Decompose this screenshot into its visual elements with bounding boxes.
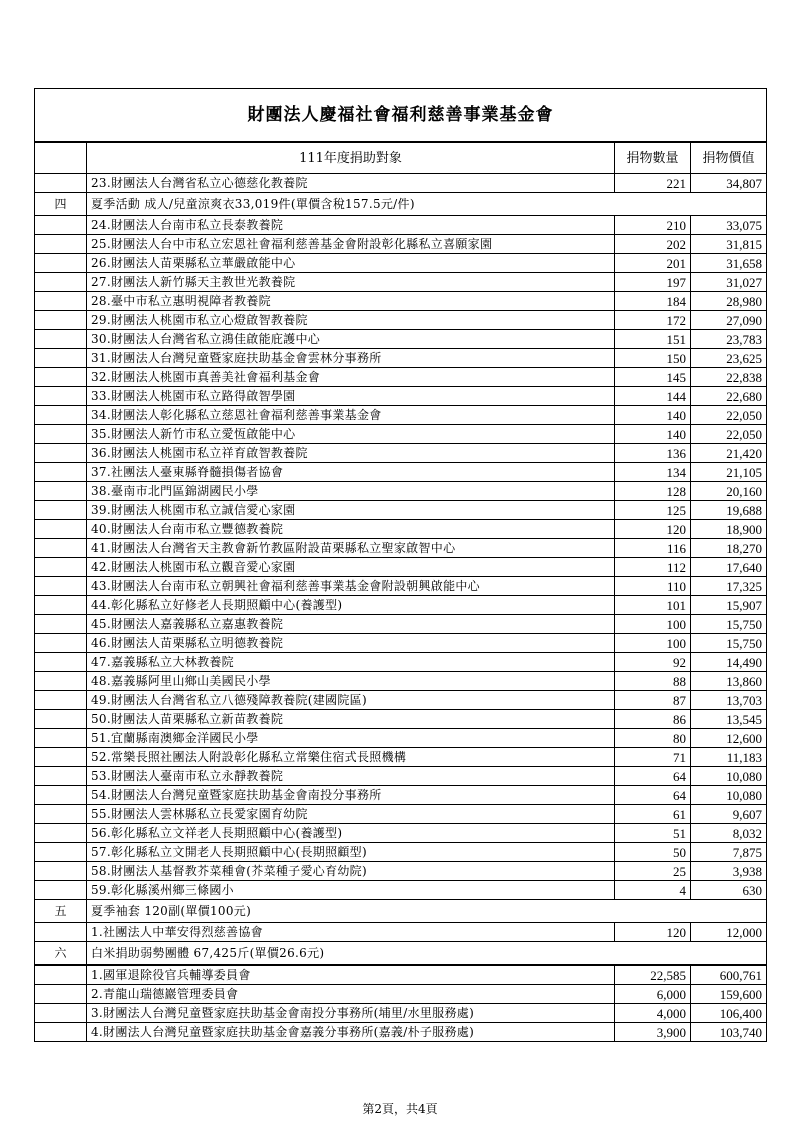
section-cell bbox=[35, 463, 87, 482]
quantity: 51 bbox=[615, 824, 691, 843]
table-row bbox=[35, 843, 767, 862]
table-row bbox=[35, 653, 767, 672]
donation-table bbox=[34, 88, 767, 1042]
quantity: 144 bbox=[615, 387, 691, 406]
section-cell bbox=[35, 862, 87, 881]
value: 27,090 bbox=[691, 311, 767, 330]
table-row bbox=[35, 539, 767, 558]
value: 13,860 bbox=[691, 672, 767, 691]
value: 12,600 bbox=[691, 729, 767, 748]
value: 19,688 bbox=[691, 501, 767, 520]
section-cell bbox=[35, 1023, 87, 1042]
quantity: 4,000 bbox=[615, 1004, 691, 1023]
section-cell bbox=[35, 985, 87, 1004]
table-row bbox=[35, 923, 767, 942]
section-cell bbox=[35, 653, 87, 672]
table-row bbox=[35, 767, 767, 786]
section-cell bbox=[35, 805, 87, 824]
recipient-name: 26.財團法人苗栗縣私立華嚴啟能中心 bbox=[87, 254, 615, 273]
section-cell bbox=[35, 691, 87, 710]
quantity: 71 bbox=[615, 748, 691, 767]
value: 17,640 bbox=[691, 558, 767, 577]
table-row bbox=[35, 862, 767, 881]
section-cell bbox=[35, 216, 87, 235]
section-cell bbox=[35, 786, 87, 805]
section-cell bbox=[35, 881, 87, 900]
section-cell bbox=[35, 824, 87, 843]
value: 630 bbox=[691, 881, 767, 900]
table-row bbox=[35, 216, 767, 235]
quantity: 110 bbox=[615, 577, 691, 596]
value: 159,600 bbox=[691, 985, 767, 1004]
value: 22,680 bbox=[691, 387, 767, 406]
value: 600,761 bbox=[691, 965, 767, 985]
table-row bbox=[35, 615, 767, 634]
quantity: 116 bbox=[615, 539, 691, 558]
value: 18,270 bbox=[691, 539, 767, 558]
value: 13,545 bbox=[691, 710, 767, 729]
table-row bbox=[35, 482, 767, 501]
table-row bbox=[35, 786, 767, 805]
section-cell bbox=[35, 292, 87, 311]
quantity: 120 bbox=[615, 520, 691, 539]
section-cell bbox=[35, 710, 87, 729]
recipient-name: 1.國軍退除役官兵輔導委員會 bbox=[87, 965, 615, 985]
quantity: 101 bbox=[615, 596, 691, 615]
recipient-name: 4.財團法人台灣兒童暨家庭扶助基金會嘉義分事務所(嘉義/朴子服務處) bbox=[87, 1023, 615, 1042]
quantity: 202 bbox=[615, 235, 691, 254]
section-cell bbox=[35, 615, 87, 634]
table-row bbox=[35, 273, 767, 292]
header-recipient: 111年度捐助對象 bbox=[87, 142, 615, 174]
section-cell bbox=[35, 748, 87, 767]
quantity: 151 bbox=[615, 330, 691, 349]
quantity: 22,585 bbox=[615, 965, 691, 985]
quantity: 210 bbox=[615, 216, 691, 235]
title-row bbox=[35, 89, 767, 143]
quantity: 120 bbox=[615, 923, 691, 942]
quantity: 87 bbox=[615, 691, 691, 710]
recipient-name: 50.財團法人苗栗縣私立新苗教養院 bbox=[87, 710, 615, 729]
section-cell bbox=[35, 174, 87, 193]
section-cell bbox=[35, 482, 87, 501]
value: 22,050 bbox=[691, 425, 767, 444]
recipient-name: 32.財團法人桃園市真善美社會福利基金會 bbox=[87, 368, 615, 387]
table-row bbox=[35, 558, 767, 577]
recipient-name: 34.財團法人彰化縣私立慈恩社會福利慈善事業基金會 bbox=[87, 406, 615, 425]
section-number: 五 bbox=[35, 900, 87, 923]
table-row bbox=[35, 965, 767, 985]
quantity: 6,000 bbox=[615, 985, 691, 1004]
section-number: 六 bbox=[35, 942, 87, 966]
quantity: 184 bbox=[615, 292, 691, 311]
quantity: 3,900 bbox=[615, 1023, 691, 1042]
table-row bbox=[35, 501, 767, 520]
value: 17,325 bbox=[691, 577, 767, 596]
header-section-cell bbox=[35, 142, 87, 174]
table-row bbox=[35, 672, 767, 691]
recipient-name: 3.財團法人台灣兒童暨家庭扶助基金會南投分事務所(埔里/水里服務處) bbox=[87, 1004, 615, 1023]
quantity: 61 bbox=[615, 805, 691, 824]
recipient-name: 27.財團法人新竹縣天主教世光教養院 bbox=[87, 273, 615, 292]
value: 31,658 bbox=[691, 254, 767, 273]
recipient-name: 29.財團法人桃園市私立心燈啟智教養院 bbox=[87, 311, 615, 330]
quantity: 140 bbox=[615, 425, 691, 444]
value: 21,105 bbox=[691, 463, 767, 482]
quantity: 140 bbox=[615, 406, 691, 425]
recipient-name: 55.財團法人雲林縣私立長愛家園育幼院 bbox=[87, 805, 615, 824]
section-cell bbox=[35, 520, 87, 539]
section-cell bbox=[35, 577, 87, 596]
recipient-name: 57.彰化縣私立文開老人長期照顧中心(長期照顧型) bbox=[87, 843, 615, 862]
section-cell bbox=[35, 923, 87, 942]
value: 12,000 bbox=[691, 923, 767, 942]
section-cell bbox=[35, 330, 87, 349]
quantity: 64 bbox=[615, 786, 691, 805]
value: 11,183 bbox=[691, 748, 767, 767]
quantity: 25 bbox=[615, 862, 691, 881]
table-row bbox=[35, 425, 767, 444]
section-cell bbox=[35, 273, 87, 292]
recipient-name: 24.財團法人台南市私立長泰教養院 bbox=[87, 216, 615, 235]
section-cell bbox=[35, 311, 87, 330]
table-row bbox=[35, 596, 767, 615]
value: 7,875 bbox=[691, 843, 767, 862]
recipient-name: 49.財團法人台灣省私立八德殘障教養院(建國院區) bbox=[87, 691, 615, 710]
value: 106,400 bbox=[691, 1004, 767, 1023]
section-title: 白米捐助弱勢團體 67,425斤(單價26.6元) bbox=[87, 942, 767, 966]
table-row bbox=[35, 235, 767, 254]
section-title: 夏季活動 成人/兒童涼爽衣33,019件(單價含稅157.5元/件) bbox=[87, 193, 767, 216]
value: 103,740 bbox=[691, 1023, 767, 1042]
table-row bbox=[35, 985, 767, 1004]
recipient-name: 51.宜蘭縣南澳鄉金洋國民小學 bbox=[87, 729, 615, 748]
recipient-name: 25.財團法人台中市私立宏恩社會福利慈善基金會附設彰化縣私立喜願家園 bbox=[87, 235, 615, 254]
section-row bbox=[35, 193, 767, 216]
value: 3,938 bbox=[691, 862, 767, 881]
recipient-name: 37.社團法人臺東縣脊髓損傷者協會 bbox=[87, 463, 615, 482]
table-row bbox=[35, 330, 767, 349]
recipient-name: 53.財團法人臺南市私立永靜教養院 bbox=[87, 767, 615, 786]
section-cell bbox=[35, 634, 87, 653]
section-cell bbox=[35, 425, 87, 444]
value: 22,050 bbox=[691, 406, 767, 425]
quantity: 134 bbox=[615, 463, 691, 482]
recipient-name: 56.彰化縣私立文祥老人長期照顧中心(養護型) bbox=[87, 824, 615, 843]
value: 33,075 bbox=[691, 216, 767, 235]
value: 23,625 bbox=[691, 349, 767, 368]
section-cell bbox=[35, 672, 87, 691]
section-cell bbox=[35, 368, 87, 387]
value: 14,490 bbox=[691, 653, 767, 672]
value: 22,838 bbox=[691, 368, 767, 387]
recipient-name: 39.財團法人桃園市私立誠信愛心家園 bbox=[87, 501, 615, 520]
recipient-name: 1.社團法人中華安得烈慈善協會 bbox=[87, 923, 615, 942]
section-cell bbox=[35, 254, 87, 273]
table-row bbox=[35, 444, 767, 463]
section-row bbox=[35, 900, 767, 923]
recipient-name: 44.彰化縣私立好修老人長期照顧中心(養護型) bbox=[87, 596, 615, 615]
recipient-name: 30.財團法人台灣省私立鴻佳啟能庇護中心 bbox=[87, 330, 615, 349]
recipient-name: 48.嘉義縣阿里山鄉山美國民小學 bbox=[87, 672, 615, 691]
quantity: 128 bbox=[615, 482, 691, 501]
quantity: 136 bbox=[615, 444, 691, 463]
page-footer: 第2頁，共4頁 bbox=[362, 1102, 438, 1116]
quantity: 50 bbox=[615, 843, 691, 862]
section-cell bbox=[35, 1004, 87, 1023]
recipient-name: 38.臺南市北門區錦湖國民小學 bbox=[87, 482, 615, 501]
table-row bbox=[35, 710, 767, 729]
recipient-name: 45.財團法人嘉義縣私立嘉惠教養院 bbox=[87, 615, 615, 634]
quantity: 80 bbox=[615, 729, 691, 748]
quantity: 221 bbox=[615, 174, 691, 193]
section-number: 四 bbox=[35, 193, 87, 216]
table-row bbox=[35, 805, 767, 824]
value: 10,080 bbox=[691, 786, 767, 805]
value: 10,080 bbox=[691, 767, 767, 786]
table-row bbox=[35, 577, 767, 596]
section-cell bbox=[35, 349, 87, 368]
quantity: 4 bbox=[615, 881, 691, 900]
value: 15,750 bbox=[691, 615, 767, 634]
table-row bbox=[35, 1004, 767, 1023]
header-quantity: 捐物數量 bbox=[615, 142, 691, 174]
recipient-name: 2.青龍山瑞德巖管理委員會 bbox=[87, 985, 615, 1004]
section-cell bbox=[35, 444, 87, 463]
quantity: 100 bbox=[615, 615, 691, 634]
table-row bbox=[35, 387, 767, 406]
recipient-name: 36.財團法人桃園市私立祥育啟智教養院 bbox=[87, 444, 615, 463]
quantity: 150 bbox=[615, 349, 691, 368]
recipient-name: 41.財團法人台灣省天主教會新竹教區附設苗栗縣私立聖家啟智中心 bbox=[87, 539, 615, 558]
table-row bbox=[35, 729, 767, 748]
recipient-name: 46.財團法人苗栗縣私立明德教養院 bbox=[87, 634, 615, 653]
value: 15,750 bbox=[691, 634, 767, 653]
section-title: 夏季袖套 120副(單價100元) bbox=[87, 900, 767, 923]
table-row bbox=[35, 311, 767, 330]
quantity: 92 bbox=[615, 653, 691, 672]
table-row bbox=[35, 174, 767, 193]
section-cell bbox=[35, 767, 87, 786]
document-title: 財團法人慶福社會福利慈善事業基金會 bbox=[35, 89, 767, 143]
section-cell bbox=[35, 729, 87, 748]
table-row bbox=[35, 691, 767, 710]
value: 15,907 bbox=[691, 596, 767, 615]
quantity: 64 bbox=[615, 767, 691, 786]
section-row bbox=[35, 942, 767, 966]
recipient-name: 28.臺中市私立惠明視障者教養院 bbox=[87, 292, 615, 311]
recipient-name: 43.財團法人台南市私立朝興社會福利慈善事業基金會附設朝興啟能中心 bbox=[87, 577, 615, 596]
recipient-name: 23.財團法人台灣省私立心德慈化教養院 bbox=[87, 174, 615, 193]
table-row bbox=[35, 349, 767, 368]
quantity: 88 bbox=[615, 672, 691, 691]
recipient-name: 47.嘉義縣私立大林教養院 bbox=[87, 653, 615, 672]
recipient-name: 52.常樂長照社團法人附設彰化縣私立常樂住宿式長照機構 bbox=[87, 748, 615, 767]
value: 34,807 bbox=[691, 174, 767, 193]
value: 18,900 bbox=[691, 520, 767, 539]
header-row bbox=[35, 142, 767, 174]
value: 8,032 bbox=[691, 824, 767, 843]
value: 31,027 bbox=[691, 273, 767, 292]
quantity: 172 bbox=[615, 311, 691, 330]
table-row bbox=[35, 368, 767, 387]
quantity: 100 bbox=[615, 634, 691, 653]
section-cell bbox=[35, 387, 87, 406]
quantity: 86 bbox=[615, 710, 691, 729]
header-value: 捐物價值 bbox=[691, 142, 767, 174]
table-row bbox=[35, 1023, 767, 1042]
value: 20,160 bbox=[691, 482, 767, 501]
section-cell bbox=[35, 843, 87, 862]
table-row bbox=[35, 520, 767, 539]
table-row bbox=[35, 881, 767, 900]
table-row bbox=[35, 824, 767, 843]
recipient-name: 31.財團法人台灣兒童暨家庭扶助基金會雲林分事務所 bbox=[87, 349, 615, 368]
section-cell bbox=[35, 235, 87, 254]
table-row bbox=[35, 254, 767, 273]
recipient-name: 58.財團法人基督教芥菜種會(芥菜種子愛心育幼院) bbox=[87, 862, 615, 881]
recipient-name: 54.財團法人台灣兒童暨家庭扶助基金會南投分事務所 bbox=[87, 786, 615, 805]
quantity: 145 bbox=[615, 368, 691, 387]
quantity: 197 bbox=[615, 273, 691, 292]
table-row bbox=[35, 463, 767, 482]
quantity: 125 bbox=[615, 501, 691, 520]
section-cell bbox=[35, 558, 87, 577]
recipient-name: 33.財團法人桃園市私立路得啟智學園 bbox=[87, 387, 615, 406]
section-cell bbox=[35, 406, 87, 425]
table-row bbox=[35, 292, 767, 311]
recipient-name: 42.財團法人桃園市私立觀音愛心家園 bbox=[87, 558, 615, 577]
table-row bbox=[35, 634, 767, 653]
value: 31,815 bbox=[691, 235, 767, 254]
value: 13,703 bbox=[691, 691, 767, 710]
value: 9,607 bbox=[691, 805, 767, 824]
section-cell bbox=[35, 596, 87, 615]
recipient-name: 59.彰化縣溪州鄉三條國小 bbox=[87, 881, 615, 900]
value: 28,980 bbox=[691, 292, 767, 311]
section-cell bbox=[35, 965, 87, 985]
section-cell bbox=[35, 501, 87, 520]
quantity: 201 bbox=[615, 254, 691, 273]
quantity: 112 bbox=[615, 558, 691, 577]
table-row bbox=[35, 406, 767, 425]
recipient-name: 40.財團法人台南市私立豐德教養院 bbox=[87, 520, 615, 539]
value: 21,420 bbox=[691, 444, 767, 463]
table-row bbox=[35, 748, 767, 767]
recipient-name: 35.財團法人新竹市私立愛恆啟能中心 bbox=[87, 425, 615, 444]
value: 23,783 bbox=[691, 330, 767, 349]
section-cell bbox=[35, 539, 87, 558]
